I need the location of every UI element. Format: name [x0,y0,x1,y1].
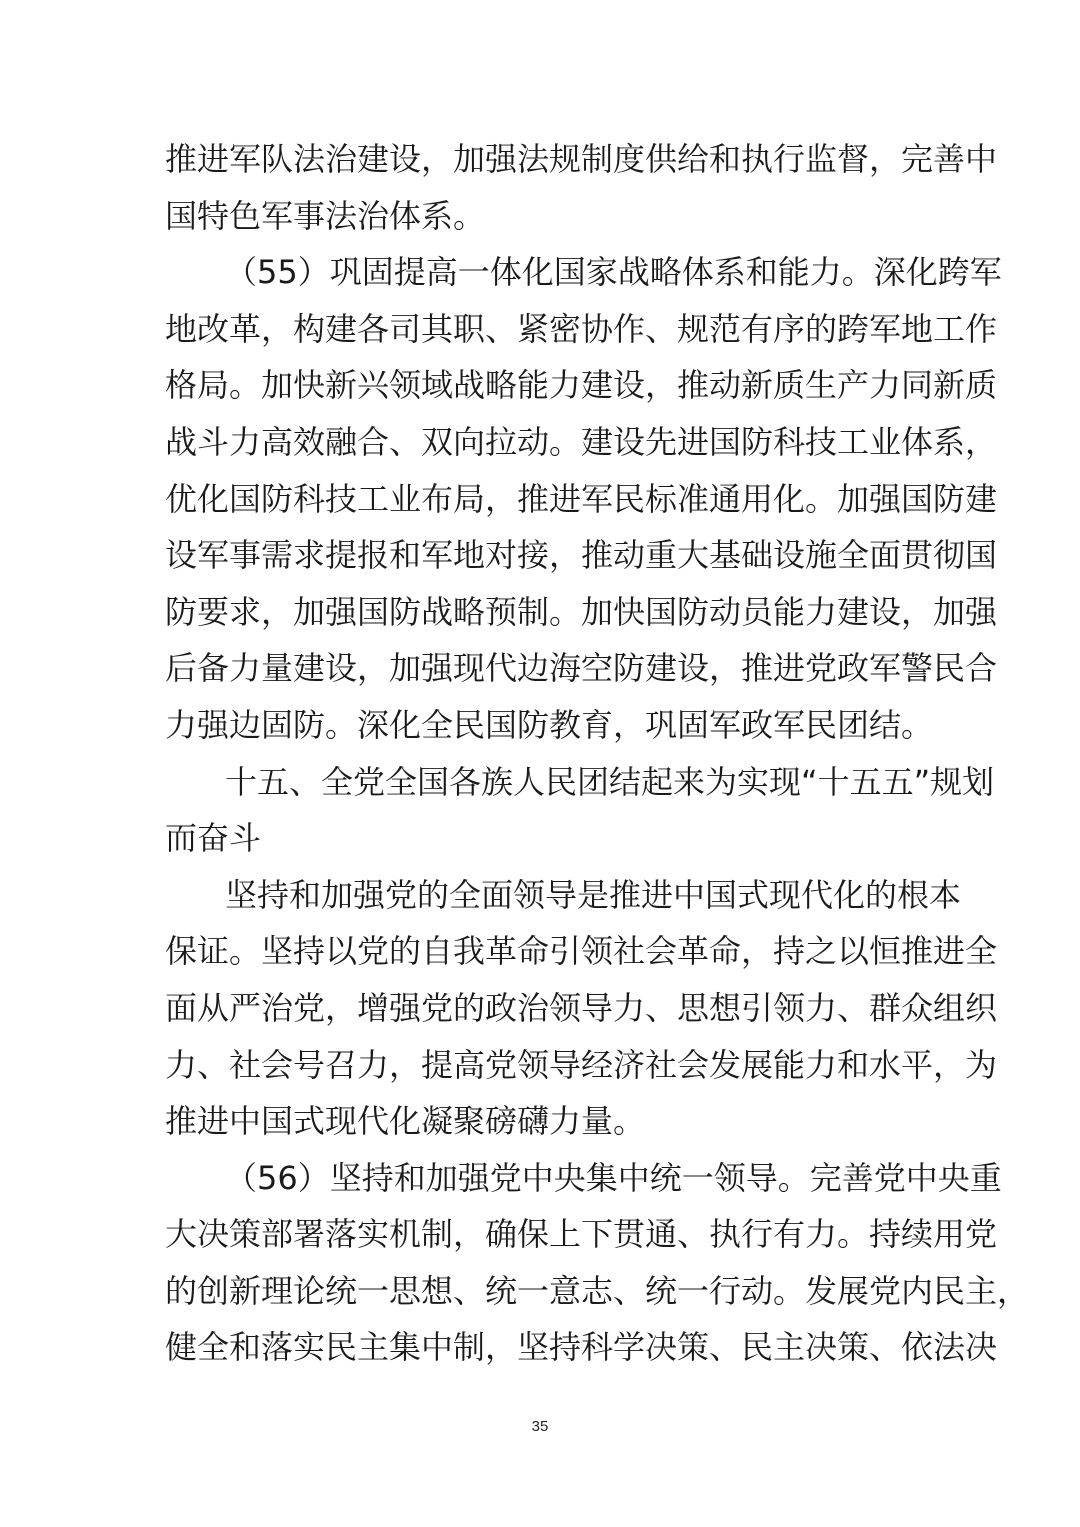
text-line: 地改革，构建各司其职、紧密协作、规范有序的跨军地工作 [165,309,998,348]
text-line: 推进中国式现代化凝聚磅礴力量。 [165,1102,646,1141]
text-line: 推进军队法治建设，加强法规制度供给和执行监督，完善中 [165,140,998,178]
text-line: 力、社会号召力，提高党领导经济社会发展能力和水平，为 [165,1045,998,1084]
document-body [165,131,1030,1376]
text-line: 设军事需求提报和军地对接，推动重大基础设施全面贯彻国 [165,536,998,575]
page-number: 35 [531,1418,549,1435]
text-line: 后备力量建设，加强现代边海空防建设，推进党政军警民合 [165,649,998,688]
text-line: 战斗力高效融合、双向拉动。建设先进国防科技工业体系， [165,422,998,461]
paragraph [165,754,995,867]
text-line: 大决策部署落实机制，确保上下贯通、执行有力。持续用党 [165,1215,998,1254]
text-line: 力强边固防。深化全民国防教育，巩固军政军民团结。 [165,705,934,744]
text-line: （55）巩固提高一体化国家战略体系和能力。深化跨军 [225,253,1002,292]
paragraph [165,867,998,1150]
text-line: 的创新理论统一思想、统一意志、统一行动。发展党内民主， [165,1271,1030,1310]
text-line: 格局。加快新兴领域战略能力建设，推动新质生产力同新质 [165,366,998,405]
paragraph [165,1150,1030,1376]
text-line: 保证。坚持以党的自我革命引领社会革命，持之以恒推进全 [165,932,998,971]
paragraph [165,131,998,244]
text-line: 防要求，加强国防战略预制。加快国防动员能力建设，加强 [165,592,998,631]
text-line: 面从严治党，增强党的政治领导力、思想引领力、群众组织 [165,988,998,1027]
paragraph [165,244,1002,753]
text-line: 国特色军事法治体系。 [165,196,486,235]
text-line: 坚持和加强党的全面领导是推进中国式现代化的根本 [225,875,962,914]
text-line: 十五、全党全国各族人民团结起来为实现“十五五”规划 [225,762,995,801]
text-line: 优化国防科技工业布局，推进军民标准通用化。加强国防建 [165,479,998,518]
text-line: （56）坚持和加强党中央集中统一领导。完善党中央重 [225,1158,1002,1197]
text-line: 而奋斗 [165,819,262,858]
text-line: 健全和落实民主集中制，坚持科学决策、民主决策、依法决 [165,1328,998,1367]
